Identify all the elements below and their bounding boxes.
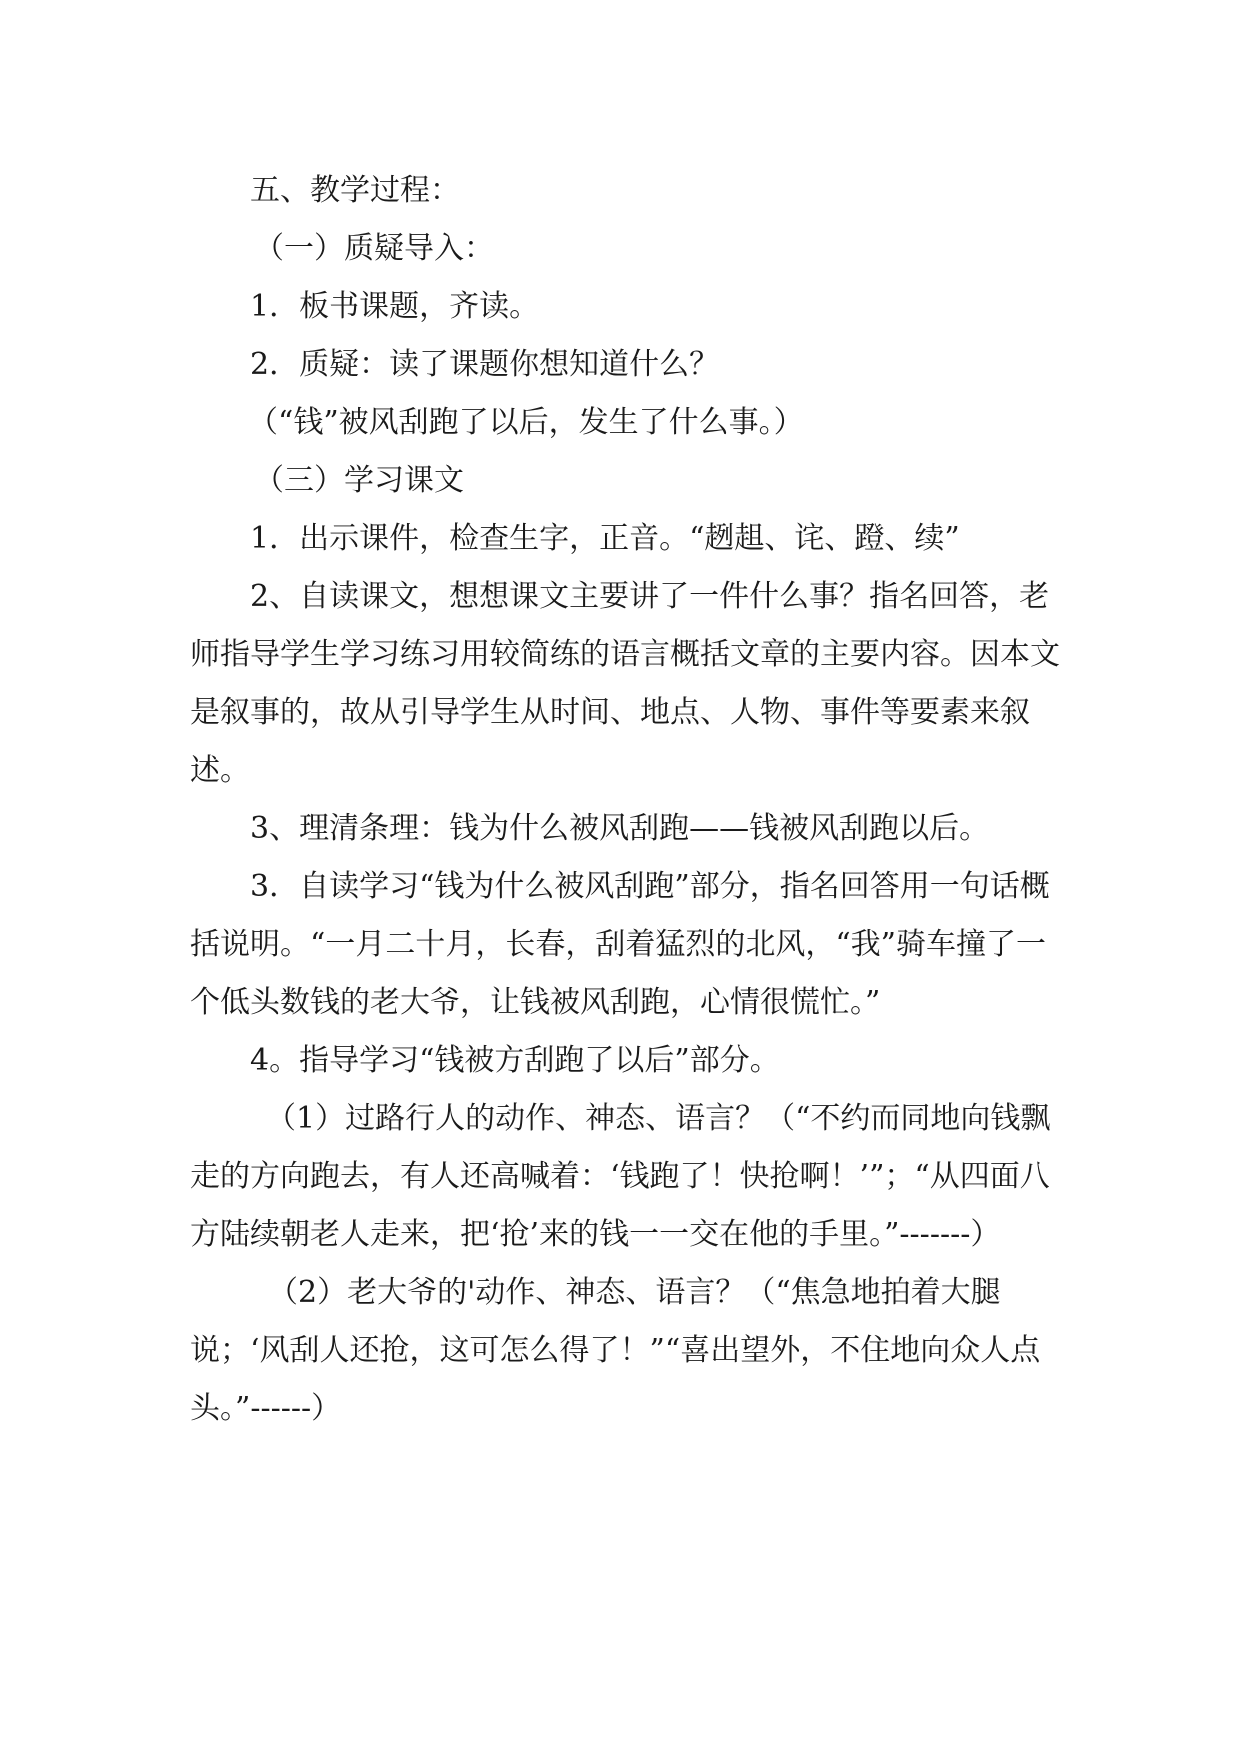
paragraph-guided-study: 4。指导学习“钱被方刮跑了以后”部分。 (250, 1043, 780, 1078)
paragraph-answer-note: （“钱”被风刮跑了以后，发生了什么事。） (248, 405, 804, 440)
paragraph-old-man: （2）老大爷的'动作、神态、语言？（“焦急地拍着大腿说；‘风刮人还抢，这可怎么得了！”“喜出望外，不住地向众人点头。”------） (190, 1275, 1041, 1426)
subheading-question-intro: （一）质疑导入： (254, 231, 494, 266)
paragraph-step-2: 2．质疑：读了课题你想知道什么？ (250, 347, 720, 382)
paragraph-self-reading: 2、自读课文，想想课文主要讲了一件什么事？指名回答，老师指导学生学习练习用较简练的语言概括文章的主要内容。因本文是叙事的，故从引导学生从时间、地点、人物、事件等要素来叙述。 (190, 579, 1060, 788)
paragraph-step-1: 1．板书课题，齐读。 (250, 289, 540, 324)
section-heading-teaching-process: 五、教学过程： (250, 173, 460, 208)
paragraph-structure: 3、理清条理：钱为什么被风刮跑——钱被风刮跑以后。 (250, 811, 990, 846)
paragraph-passersby: （1）过路行人的动作、神态、语言？（“不约而同地向钱飘走的方向跑去，有人还高喊着：‘钱跑了！快抢啊！’”；“从四面八方陆续朝老人走来，把‘抢’来的钱一一交在他的手里。”-------） (190, 1101, 1051, 1252)
paragraph-courseware: 1．出示课件，检查生字，正音。“趔趄、诧、蹬、续” (250, 521, 960, 556)
paragraph-why-blown: 3．自读学习“钱为什么被风刮跑”部分，指名回答用一句话概括说明。“一月二十月，长春，刮着猛烈的北风，“我”骑车撞了一个低头数钱的老大爷，让钱被风刮跑，心情很慌忙。” (190, 869, 1050, 1020)
subheading-study-text: （三）学习课文 (254, 463, 464, 498)
document-body (190, 162, 1060, 1438)
